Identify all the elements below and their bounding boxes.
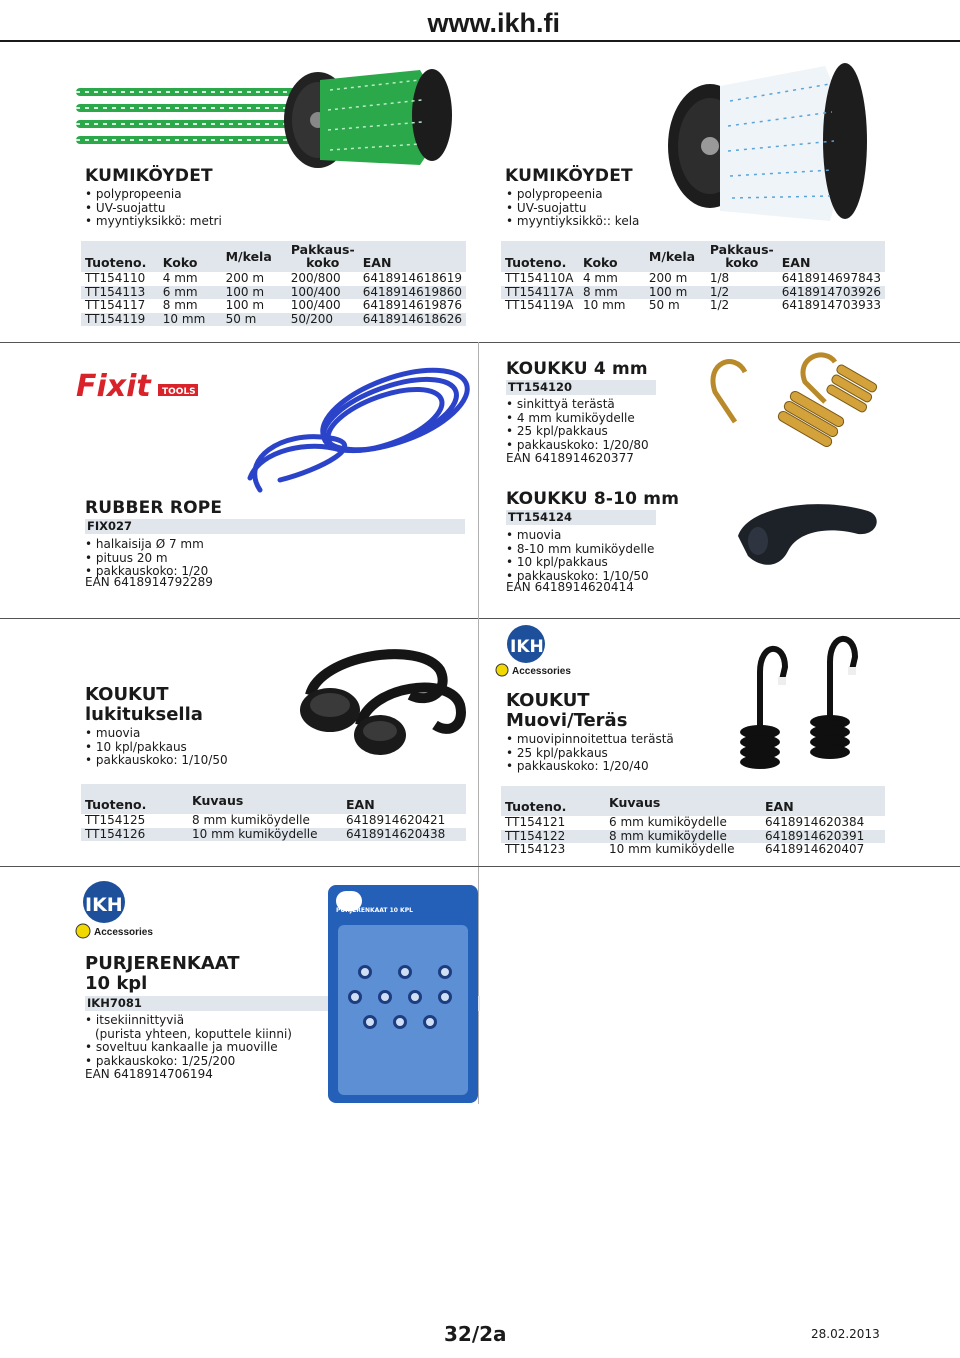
plastic-hook-image	[728, 496, 888, 586]
col-header: M/kela	[222, 241, 287, 272]
white-rope-spool-image	[650, 46, 870, 226]
koukku810-title: KOUKKU 8-10 mm	[506, 489, 680, 509]
cell: 100/400	[290, 298, 341, 312]
cell: TT154126	[81, 828, 188, 842]
cell: TT154117A	[501, 286, 579, 300]
cell: TT154119	[81, 313, 159, 327]
bullet: • muovia	[85, 727, 228, 741]
cell: 50 m	[222, 313, 287, 327]
cell: 6418914618619	[362, 271, 462, 285]
bullet: • soveltuu kankaalle ja muoville	[85, 1041, 292, 1055]
bullet: • pakkauskoko: 1/10/50	[85, 754, 228, 768]
purjerenkaat-bullets	[85, 1014, 292, 1068]
purjerenkaat-title1: PURJERENKAAT	[85, 953, 240, 974]
col-header: EAN	[359, 241, 466, 272]
cell: 10 mm kumiköydelle	[609, 842, 735, 856]
bullet: • muovia	[506, 529, 654, 543]
koukku4-ean: EAN 6418914620377	[506, 451, 634, 465]
bullet: • myyntiyksikkö: metri	[85, 215, 222, 229]
table-row	[501, 830, 885, 844]
koukut-lukitus-title1: KOUKUT	[85, 684, 169, 705]
table-header-row	[81, 784, 466, 814]
cell: 100 m	[222, 286, 287, 300]
fixit-logo-text: Fixit	[76, 369, 151, 404]
cell: 8 mm kumiköydelle	[192, 813, 310, 827]
koukut-lukitus-table	[81, 784, 466, 841]
cell: 10 mm kumiköydelle	[188, 828, 342, 842]
bullet: • pakkauskoko: 1/25/200	[85, 1055, 292, 1069]
cell: 50/200	[287, 313, 359, 327]
bullet: • pakkauskoko: 1/20	[85, 565, 208, 579]
fixit-logo	[74, 366, 200, 406]
col-header: Tuoteno.	[81, 784, 188, 814]
ikh-accessories-label: Accessories	[94, 927, 153, 938]
page-number: 32/2a	[444, 1322, 507, 1346]
grommet	[348, 990, 362, 1004]
ikh-logo-text: IKH	[510, 637, 544, 657]
table-row	[501, 299, 885, 313]
table-header-row	[81, 241, 466, 272]
green-rope-image	[70, 60, 470, 170]
koukku4-code: TT154120	[506, 380, 656, 395]
cell: 50 m	[648, 298, 680, 312]
cell: 6418914618626	[359, 313, 466, 327]
purjerenkaat-title2: 10 kpl	[85, 973, 148, 994]
table-row	[81, 272, 466, 286]
cell: TT154123	[505, 842, 566, 856]
cell: 100/400	[287, 286, 359, 300]
cell: TT154125	[85, 813, 146, 827]
site-url[interactable]: www.ikh.fi	[427, 8, 560, 38]
bullet: • 10 kpl/pakkaus	[506, 556, 654, 570]
cell: 200/800	[290, 271, 341, 285]
bullet: • UV-suojattu	[85, 202, 222, 216]
purjerenkaat-code: IKH7081	[85, 996, 480, 1011]
col-header: EAN	[778, 241, 885, 272]
bullet: • halkaisija Ø 7 mm	[85, 538, 208, 552]
bullet: • pituus 20 m	[85, 552, 208, 566]
grommet	[423, 1015, 437, 1029]
table-header-row	[501, 786, 885, 816]
table-row	[501, 816, 885, 830]
bullet: • 8-10 mm kumiköydelle	[506, 543, 654, 557]
bullet: • itsekiinnittyviä	[85, 1014, 292, 1028]
cell: 6 mm kumiköydelle	[609, 815, 727, 829]
cell: 200 m	[648, 271, 688, 285]
bullet: • myyntiyksikkö:: kela	[506, 215, 639, 229]
col-header: Pakkaus- koko	[706, 241, 778, 272]
cell: 8 mm kumiköydelle	[605, 830, 761, 844]
bullet: • 25 kpl/pakkaus	[506, 747, 674, 761]
column-divider	[478, 618, 479, 1104]
table-row	[501, 286, 885, 300]
col-header: Tuoteno.	[501, 241, 579, 272]
koukku4-bullets	[506, 398, 649, 452]
col-header: Pakkaus- koko	[287, 241, 359, 272]
bullet: • 4 mm kumiköydelle	[506, 412, 649, 426]
rubber-bullets	[85, 538, 208, 579]
cell: 6418914620407	[765, 842, 865, 856]
koukut-muovi-title2: Muovi/Teräs	[506, 710, 628, 731]
koukku810-ean: EAN 6418914620414	[506, 580, 634, 594]
cell: TT154119A	[505, 298, 574, 312]
spring-hook-image	[675, 352, 885, 452]
cell: 6418914620438	[342, 828, 466, 842]
cell: 6 mm	[159, 286, 222, 300]
cell: 6418914703926	[778, 286, 885, 300]
rubber-title: RUBBER ROPE	[85, 498, 223, 518]
bullet: • pakkauskoko: 1/20/40	[506, 760, 674, 774]
ikh-accessories-label: Accessories	[512, 666, 571, 677]
rubber-ean: EAN 6418914792289	[85, 575, 213, 589]
koukut-muovi-title1: KOUKUT	[506, 690, 590, 711]
cell: 6418914703933	[781, 298, 881, 312]
cell: 6418914620421	[346, 813, 446, 827]
bullet: • 10 kpl/pakkaus	[85, 741, 228, 755]
col-header: Tuoteno.	[81, 241, 159, 272]
col-header: Kuvaus	[188, 784, 342, 814]
koukku810-bullets	[506, 529, 654, 583]
koukut-muovi-table	[501, 786, 885, 857]
col-header: EAN	[761, 786, 885, 816]
print-date: 28.02.2013	[811, 1327, 880, 1341]
koukut-lukitus-title2: lukituksella	[85, 704, 203, 725]
cell: 4 mm	[582, 271, 618, 285]
bullet: • polypropeenia	[506, 188, 639, 202]
koukut-muovi-bullets	[506, 733, 674, 774]
col-header: Tuoteno.	[501, 786, 605, 816]
col-header: M/kela	[645, 241, 706, 272]
fixit-logo-sub: TOOLS	[162, 387, 196, 397]
cell: 200 m	[225, 271, 265, 285]
cell: 6418914619860	[359, 286, 466, 300]
cell: TT154110	[85, 271, 146, 285]
cell: 1/2	[709, 298, 730, 312]
package-label: PURJERENKAAT 10 KPL	[336, 907, 413, 914]
cell: 1/2	[706, 286, 778, 300]
ikh-logo	[66, 880, 166, 940]
cell: TT154110A	[505, 271, 574, 285]
bullet: • polypropeenia	[85, 188, 222, 202]
cell: 8 mm	[579, 286, 645, 300]
table-row	[501, 272, 885, 286]
table-row	[501, 843, 885, 857]
rubber-code: FIX027	[85, 519, 465, 534]
cell: 6418914697843	[781, 271, 881, 285]
col-header: Koko	[159, 241, 222, 272]
cell: 1/8	[709, 271, 730, 285]
bullet-continuation: (purista yhteen, koputtele kiinni)	[95, 1026, 292, 1041]
table-row	[81, 299, 466, 313]
block1-title: KUMIKÖYDET	[85, 166, 213, 186]
table-row	[81, 313, 466, 327]
col-header: Kuvaus	[605, 786, 761, 816]
col-header: Koko	[579, 241, 645, 272]
package-blister	[338, 925, 468, 1095]
ikh-logo-text: IKH	[85, 894, 123, 916]
cell: TT154117	[85, 298, 146, 312]
grommet	[438, 965, 452, 979]
grommet	[393, 1015, 407, 1029]
purjerenkaat-ean: EAN 6418914706194	[85, 1067, 213, 1081]
col-header: EAN	[342, 784, 466, 814]
grommet	[398, 965, 412, 979]
bullet: • pakkauskoko: 1/20/80	[506, 439, 649, 453]
bullet: • pakkauskoko: 1/10/50	[506, 570, 654, 584]
header-rule	[0, 40, 960, 42]
block2-title: KUMIKÖYDET	[505, 166, 633, 186]
blue-rope-image	[220, 360, 480, 500]
koukku810-code: TT154124	[506, 510, 656, 525]
cell: TT154121	[505, 815, 566, 829]
grommet	[363, 1015, 377, 1029]
bullet: • UV-suojattu	[506, 202, 639, 216]
bullet: • 25 kpl/pakkaus	[506, 425, 649, 439]
cell: 6418914620391	[761, 830, 885, 844]
coated-hooks-image	[700, 632, 880, 778]
purjerenkaat-package-image	[328, 885, 478, 1103]
table-header-row	[501, 241, 885, 272]
grommet	[438, 990, 452, 1004]
grommet	[378, 990, 392, 1004]
cell: 100 m	[225, 298, 265, 312]
block1-table	[81, 241, 466, 326]
section-divider	[0, 342, 960, 343]
cell: 8 mm	[162, 298, 198, 312]
block2-bullets	[506, 188, 639, 229]
cell: 4 mm	[162, 271, 198, 285]
cell: 6418914619876	[362, 298, 462, 312]
cell: 100 m	[645, 286, 706, 300]
table-row	[81, 828, 466, 842]
koukut-lukitus-bullets	[85, 727, 228, 768]
block1-bullets	[85, 188, 222, 229]
grommet	[358, 965, 372, 979]
ikh-logo	[493, 624, 583, 680]
block2-table	[501, 241, 885, 313]
grommet	[408, 990, 422, 1004]
cell: 10 mm	[582, 298, 626, 312]
bullet: • sinkittyä terästä	[506, 398, 649, 412]
bullet: • muovipinnoitettua terästä	[506, 733, 674, 747]
koukku4-title: KOUKKU 4 mm	[506, 359, 648, 379]
cell: 10 mm	[159, 313, 222, 327]
section-divider	[0, 866, 960, 867]
cell: TT154122	[501, 830, 605, 844]
locking-hooks-image	[290, 645, 470, 765]
table-row	[81, 814, 466, 828]
cell: TT154113	[81, 286, 159, 300]
section-divider	[0, 618, 960, 619]
cell: 6418914620384	[765, 815, 865, 829]
table-row	[81, 286, 466, 300]
